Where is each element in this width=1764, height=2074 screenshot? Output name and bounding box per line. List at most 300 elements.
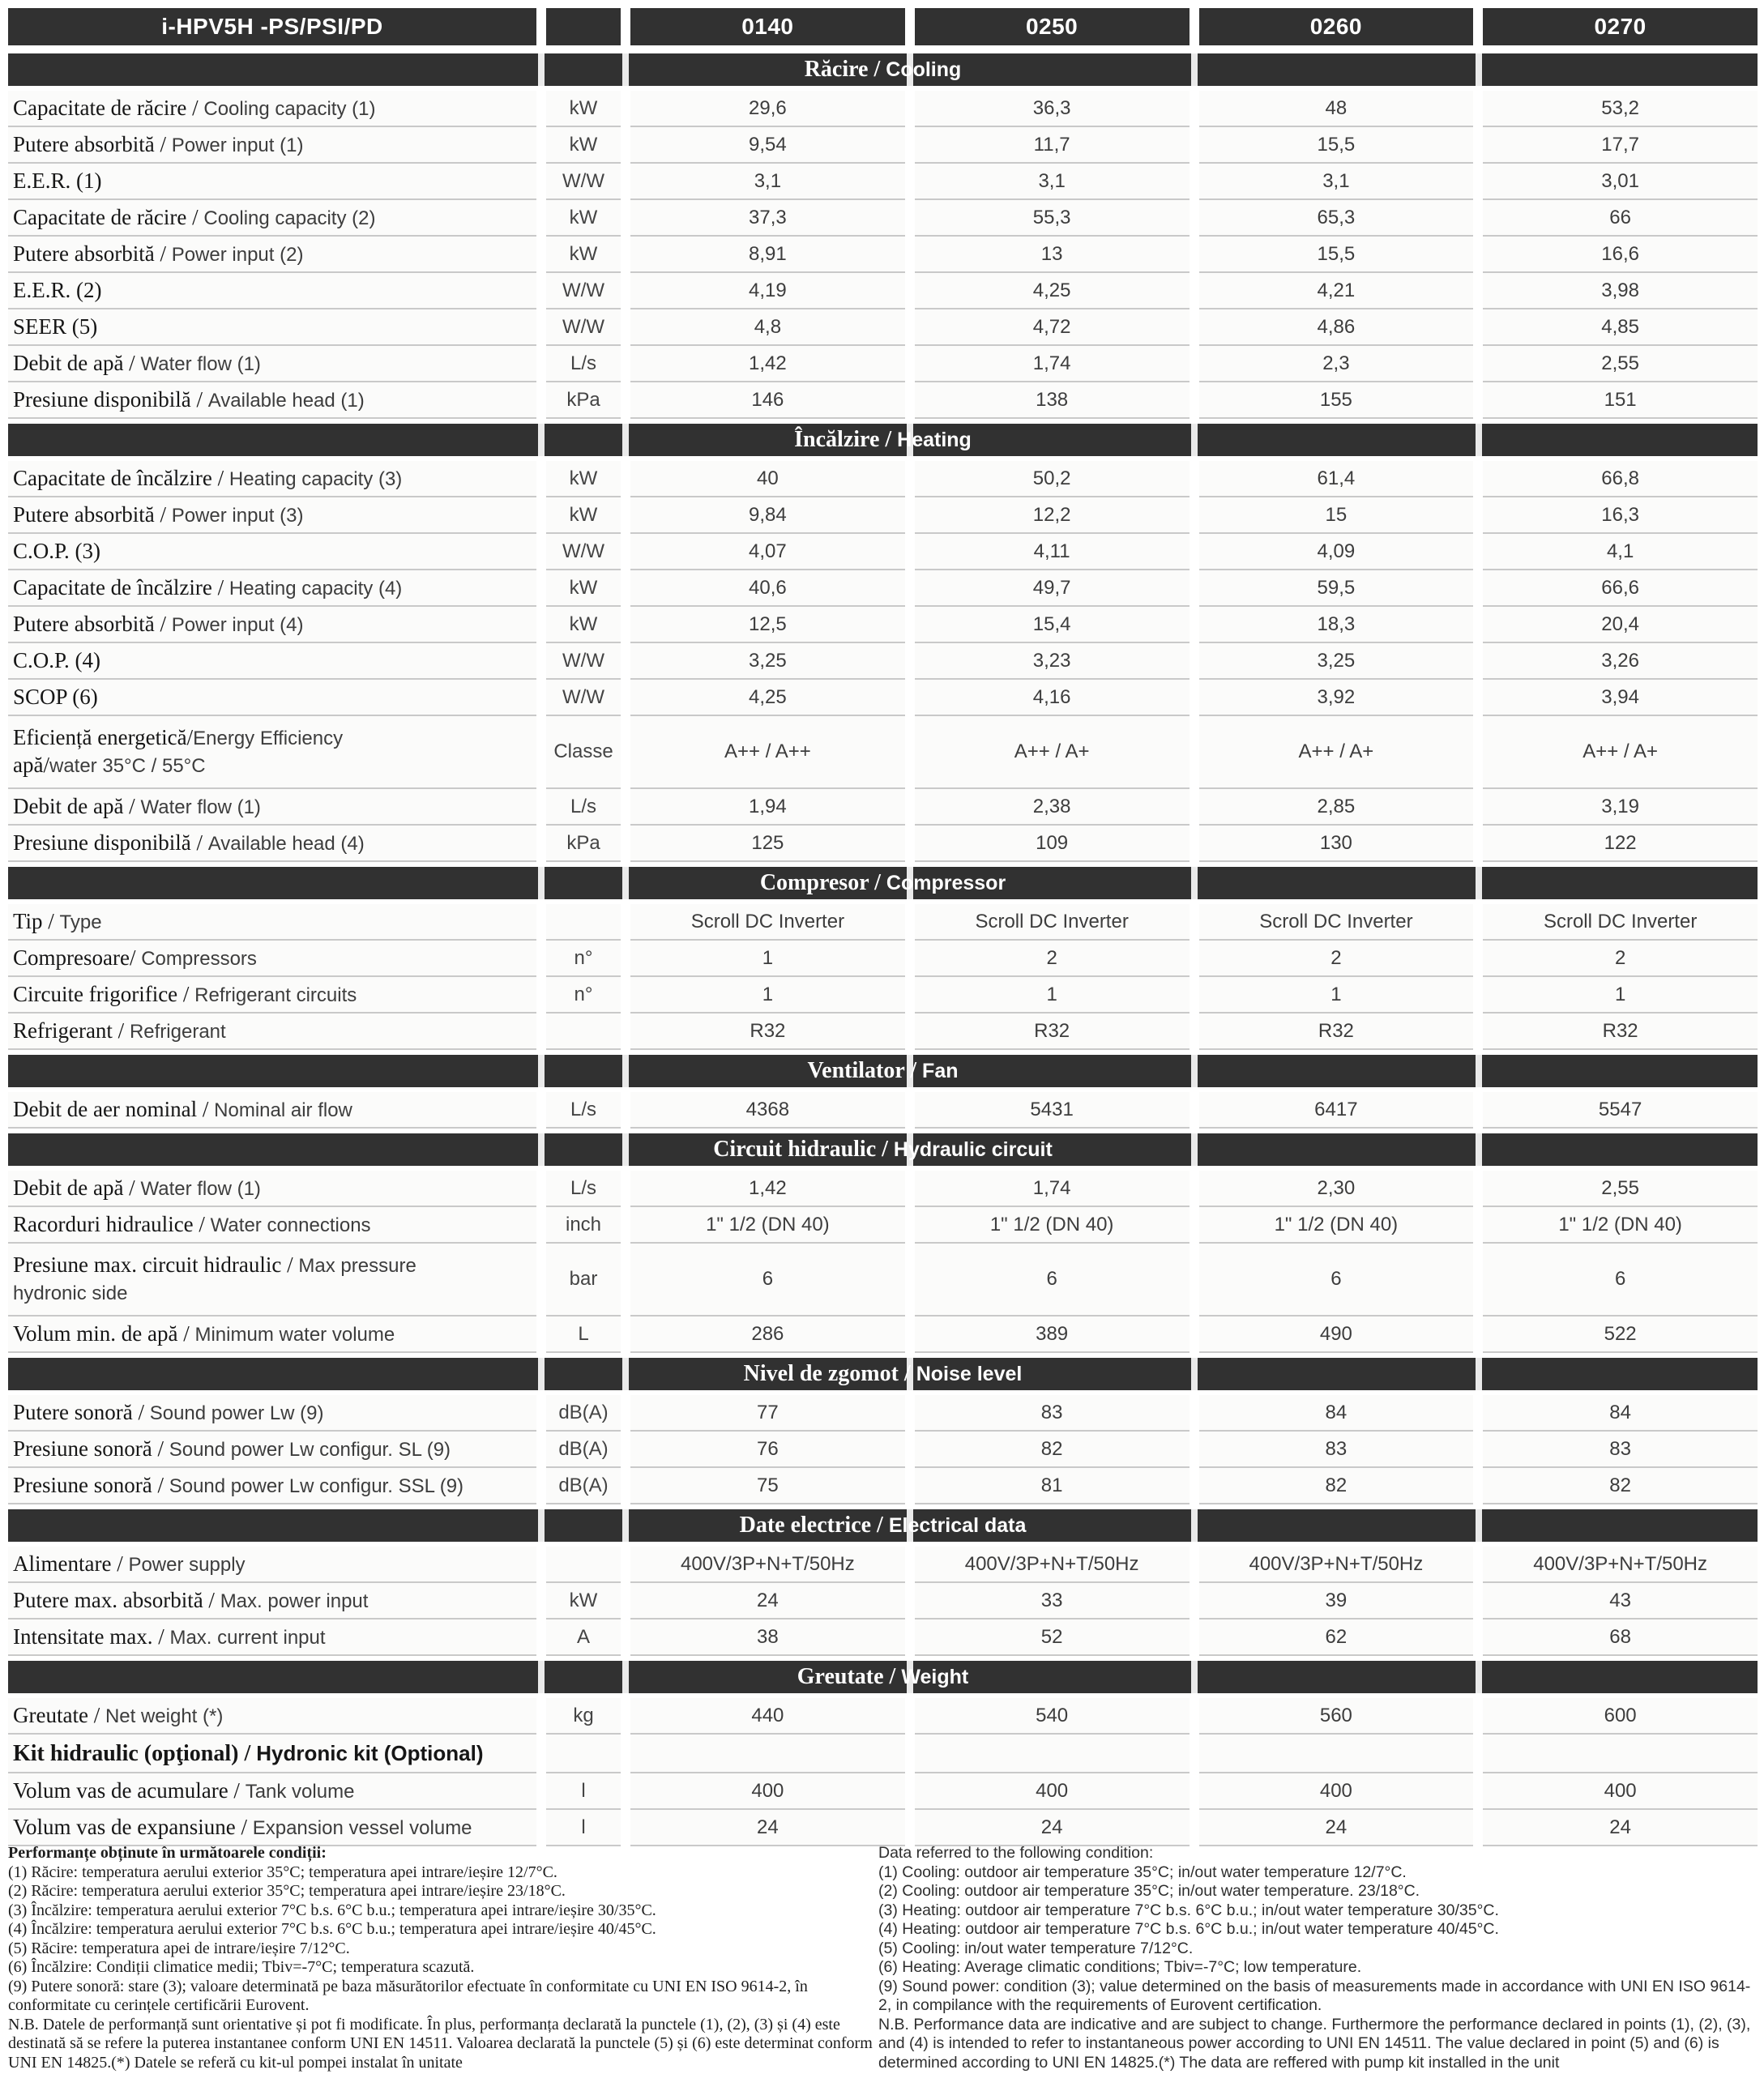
row-value: 4,16 xyxy=(915,680,1190,716)
row-unit xyxy=(546,904,621,941)
row-value: 50,2 xyxy=(915,461,1190,497)
table-row xyxy=(8,534,1758,570)
section-header-bar xyxy=(8,1358,1758,1390)
row-value: 4,8 xyxy=(630,309,905,346)
row-value: 33 xyxy=(915,1583,1190,1620)
row-label-ro: Putere max. absorbită / xyxy=(13,1587,220,1612)
kit-heading-en: Hydronic kit (Optional) xyxy=(256,1740,484,1765)
row-value: 3,01 xyxy=(1483,164,1758,200)
footnote-line: (4) Heating: outdoor air temperature 7°C b.s. 6°C b.u.; in/out water temperature 40/45°C. xyxy=(878,1920,1499,1938)
section-title-ro: Răcire / xyxy=(804,57,886,82)
row-label-ro: SCOP (6) xyxy=(13,684,98,709)
section-title-en: Compressor xyxy=(886,871,1006,894)
row-value: 560 xyxy=(1199,1698,1474,1735)
section-title-ro: Compresor / xyxy=(759,870,886,895)
table-row xyxy=(8,91,1758,127)
section-title-en: Heating xyxy=(897,428,972,451)
row-label xyxy=(8,680,536,716)
row-unit: l xyxy=(546,1810,621,1846)
section-title-ro: Date electrice / xyxy=(739,1513,889,1538)
row-label xyxy=(8,643,536,680)
section-title xyxy=(8,1133,1758,1166)
row-label-en: Power input (1) xyxy=(171,134,304,156)
row-value: 76 xyxy=(630,1432,905,1468)
row-label-line xyxy=(13,386,365,414)
row-label xyxy=(8,200,536,237)
row-label-en: Energy Efficiency xyxy=(193,728,344,750)
footnote-line: N.B. Datele de performanță sunt orientative și pot fi modificate. În plus, performanța declarată la punctele (1), (2), (3) și (4) este destinată să se refere la puterea instantanee conform UNI EN 14511. Valoarea declarată la punctele (5) și (6) este determinat conform UNI EN 14825.(*) Datele se referă cu kit-ul pompei instalat în unitate xyxy=(8,2015,873,2072)
row-label-en: Cooling capacity (2) xyxy=(203,207,376,229)
row-value: 84 xyxy=(1483,1395,1758,1432)
footnote-line: (2) Răcire: temperatura aerului exterior 35°C; temperatura apei intrare/ieșire 23/18°C. xyxy=(8,1882,566,1900)
row-value: Scroll DC Inverter xyxy=(630,904,905,941)
row-value: 3,25 xyxy=(630,643,905,680)
footnote-line: (1) Cooling: outdoor air temperature 35°C; in/out water temperature 12/7°C. xyxy=(878,1863,1407,1881)
header-spacer-cell xyxy=(546,8,621,45)
row-unit: kW xyxy=(546,200,621,237)
row-label-line xyxy=(13,1472,463,1500)
row-label-en: Minimum water volume xyxy=(194,1323,395,1346)
row-value: 490 xyxy=(1199,1317,1474,1353)
table-row xyxy=(8,1395,1758,1432)
row-value: 48 xyxy=(1199,91,1474,127)
row-label-en: Heating capacity (3) xyxy=(229,467,403,490)
row-value: 55,3 xyxy=(915,200,1190,237)
row-label-line xyxy=(13,830,365,857)
row-label-ro: Greutate / xyxy=(13,1702,105,1727)
row-label-line xyxy=(13,350,261,378)
row-value: 130 xyxy=(1199,826,1474,862)
row-label-ro: Tip / xyxy=(13,908,60,933)
row-label-line xyxy=(13,724,343,752)
section-title xyxy=(8,424,1758,456)
spec-table-body xyxy=(8,53,1758,1846)
row-label-en: Power input (3) xyxy=(171,504,304,527)
row-value: 6 xyxy=(915,1244,1190,1317)
row-label xyxy=(8,346,536,382)
table-row xyxy=(8,309,1758,346)
section-title-ro: Circuit hidraulic / xyxy=(713,1137,894,1162)
row-value: 40 xyxy=(630,461,905,497)
row-label xyxy=(8,1014,536,1050)
row-label-en: Refrigerant circuits xyxy=(194,984,357,1006)
row-value: 82 xyxy=(1483,1468,1758,1504)
row-label-en: Net weight (*) xyxy=(105,1705,224,1727)
table-row xyxy=(8,1014,1758,1050)
footnote-line: (5) Răcire: temperatura apei de intrare/ieșire 7/12°C. xyxy=(8,1939,350,1957)
row-value: 24 xyxy=(630,1583,905,1620)
row-label-line xyxy=(13,241,303,268)
row-label-en: Available head (1) xyxy=(207,389,365,412)
section-header-bar xyxy=(8,424,1758,456)
row-label-ro: Racorduri hidraulice / xyxy=(13,1211,211,1236)
row-label xyxy=(8,1773,536,1810)
row-label xyxy=(8,127,536,164)
footnote-line: (1) Răcire: temperatura aerului exterior 35°C; temperatura apei intrare/ieșire 12/7°C. xyxy=(8,1863,557,1881)
row-value: 3,98 xyxy=(1483,273,1758,309)
product-name-cell: i-HPV5H -PS/PSI/PD xyxy=(8,8,536,45)
row-value: A++ / A++ xyxy=(630,716,905,789)
section-title-en: Electrical data xyxy=(888,1513,1027,1537)
table-row xyxy=(8,570,1758,607)
row-label-ro: Putere sonoră / xyxy=(13,1399,150,1424)
row-label-line xyxy=(13,1279,127,1307)
row-label xyxy=(8,1583,536,1620)
row-label-ro: apă/ xyxy=(13,753,49,777)
section-title xyxy=(8,867,1758,899)
row-label-line xyxy=(13,1399,324,1427)
row-unit: kW xyxy=(546,91,621,127)
table-row xyxy=(8,1171,1758,1207)
section-header-bar xyxy=(8,867,1758,899)
row-unit: W/W xyxy=(546,273,621,309)
row-unit xyxy=(546,1014,621,1050)
row-label xyxy=(8,904,536,941)
kit-heading-label xyxy=(8,1735,536,1773)
row-value: R32 xyxy=(630,1014,905,1050)
table-row xyxy=(8,977,1758,1014)
row-value: 4,86 xyxy=(1199,309,1474,346)
row-label-ro: Putere absorbită / xyxy=(13,501,172,527)
row-value: 24 xyxy=(915,1810,1190,1846)
row-label-en: Type xyxy=(59,911,102,933)
row-value: 400V/3P+N+T/50Hz xyxy=(1483,1547,1758,1583)
row-value: 1 xyxy=(1483,977,1758,1014)
row-value: 125 xyxy=(630,826,905,862)
table-row xyxy=(8,1468,1758,1504)
section-title xyxy=(8,1509,1758,1542)
section-title xyxy=(8,1661,1758,1693)
row-value: 49,7 xyxy=(915,570,1190,607)
row-value: 522 xyxy=(1483,1317,1758,1353)
row-unit: kW xyxy=(546,570,621,607)
row-label-en: Water flow (1) xyxy=(140,352,261,375)
row-label-line xyxy=(13,1587,368,1615)
table-row xyxy=(8,1432,1758,1468)
row-value: 84 xyxy=(1199,1395,1474,1432)
row-value: 5547 xyxy=(1483,1092,1758,1129)
row-unit: W/W xyxy=(546,643,621,680)
row-value: 66,8 xyxy=(1483,461,1758,497)
section-title-ro: Ventilator / xyxy=(807,1058,923,1083)
row-label-line xyxy=(13,538,100,565)
row-value: 400V/3P+N+T/50Hz xyxy=(630,1547,905,1583)
table-row xyxy=(8,346,1758,382)
row-value: 2,30 xyxy=(1199,1171,1474,1207)
row-value: 9,84 xyxy=(630,497,905,534)
row-value: 3,23 xyxy=(915,643,1190,680)
row-value: 146 xyxy=(630,382,905,419)
section-title xyxy=(8,1055,1758,1087)
row-label-line xyxy=(13,611,303,638)
row-value: 440 xyxy=(630,1698,905,1735)
row-value: 83 xyxy=(915,1395,1190,1432)
row-unit: W/W xyxy=(546,164,621,200)
row-label-ro: C.O.P. (4) xyxy=(13,647,101,672)
row-value: 4,07 xyxy=(630,534,905,570)
row-label-ro: Intensitate max. / xyxy=(13,1624,170,1649)
footnote-line: (3) Încălzire: temperatura aerului exterior 7°C b.s. 6°C b.u.; temperatura apei intrare/ieșire 30/35°C. xyxy=(8,1901,656,1919)
row-value: 83 xyxy=(1199,1432,1474,1468)
section-title-ro: Nivel de zgomot / xyxy=(743,1361,916,1386)
row-value: 61,4 xyxy=(1199,461,1474,497)
table-row xyxy=(8,789,1758,826)
footnote-line: (4) Încălzire: temperatura aerului exterior 7°C b.s. 6°C b.u.; temperatura apei intrare/ieșire 40/45°C. xyxy=(8,1920,656,1938)
row-value: 3,94 xyxy=(1483,680,1758,716)
table-row xyxy=(8,273,1758,309)
footnote-line: (3) Heating: outdoor air temperature 7°C b.s. 6°C b.u.; in/out water temperature 30/35°C. xyxy=(878,1901,1499,1919)
row-value: 24 xyxy=(630,1810,905,1846)
row-value: 82 xyxy=(915,1432,1190,1468)
row-label xyxy=(8,826,536,862)
model-header-0250: 0250 xyxy=(915,8,1190,45)
row-value: 2 xyxy=(1199,941,1474,977)
footnote-line: (2) Cooling: outdoor air temperature 35°C; in/out water temperature. 23/18°C. xyxy=(878,1882,1420,1900)
kit-section-heading xyxy=(8,1735,1758,1773)
row-label-ro: SEER (5) xyxy=(13,314,98,339)
row-label xyxy=(8,1547,536,1583)
row-value: 38 xyxy=(630,1620,905,1656)
row-label-en: Available head (4) xyxy=(207,832,365,855)
row-value: 24 xyxy=(1483,1810,1758,1846)
table-row xyxy=(8,607,1758,643)
row-value: 400 xyxy=(915,1773,1190,1810)
row-value: R32 xyxy=(1199,1014,1474,1050)
row-value: Scroll DC Inverter xyxy=(915,904,1190,941)
row-value: 6 xyxy=(1483,1244,1758,1317)
table-row xyxy=(8,826,1758,862)
table-row xyxy=(8,1547,1758,1583)
row-value: 2,55 xyxy=(1483,346,1758,382)
row-unit: kPa xyxy=(546,382,621,419)
row-value: A++ / A+ xyxy=(915,716,1190,789)
row-value: 6417 xyxy=(1199,1092,1474,1129)
table-row xyxy=(8,1620,1758,1656)
row-label-line xyxy=(13,1096,352,1124)
row-label xyxy=(8,309,536,346)
row-label-ro: Presiune disponibilă / xyxy=(13,830,208,855)
row-label xyxy=(8,789,536,826)
row-unit: n° xyxy=(546,977,621,1014)
row-unit: L/s xyxy=(546,1092,621,1129)
row-label xyxy=(8,1698,536,1735)
section-header-bar xyxy=(8,1509,1758,1542)
row-value: 1,94 xyxy=(630,789,905,826)
table-row xyxy=(8,680,1758,716)
footnotes xyxy=(8,1844,1758,2072)
table-row xyxy=(8,200,1758,237)
row-label-en: Tank volume xyxy=(245,1780,355,1803)
row-value: 13 xyxy=(915,237,1190,273)
row-label-ro: Debit de apă / xyxy=(13,1175,141,1200)
row-unit: W/W xyxy=(546,534,621,570)
row-value: 540 xyxy=(915,1698,1190,1735)
row-label-ro: Capacitate de încălzire / xyxy=(13,574,229,600)
row-label xyxy=(8,461,536,497)
row-value: 1 xyxy=(915,977,1190,1014)
footnote-line: (9) Sound power: condition (3); value determined on the basis of measurements made in accordance with UNI EN ISO 9614-2, in compilance with the requirements of Eurovent certification. xyxy=(878,1977,1751,2014)
row-value: 2,85 xyxy=(1199,789,1474,826)
row-label-ro: E.E.R. (1) xyxy=(13,168,102,193)
row-label-en: Power input (4) xyxy=(171,613,304,636)
row-value: 66,6 xyxy=(1483,570,1758,607)
row-value: 4,11 xyxy=(915,534,1190,570)
row-label-ro: C.O.P. (3) xyxy=(13,538,101,563)
row-value: 1" 1/2 (DN 40) xyxy=(630,1207,905,1244)
row-unit: dB(A) xyxy=(546,1468,621,1504)
row-value: 40,6 xyxy=(630,570,905,607)
spec-sheet xyxy=(8,8,1758,1846)
row-label xyxy=(8,1244,536,1317)
row-value: 39 xyxy=(1199,1583,1474,1620)
table-row xyxy=(8,1317,1758,1353)
row-value: 1 xyxy=(1199,977,1474,1014)
section-title-ro: Greutate / xyxy=(797,1664,902,1689)
footnote-line: N.B. Performance data are indicative and are subject to change. Furthermore the performance declared in points (1), (2), (3), and (4) is intended to refer to instantaneous power according to UNI EN 14511. The value declared in point (5) and (6) is determined according to UNI EN 14825.(*) The data are reffered with pump kit installed in the unit xyxy=(878,2015,1751,2072)
footnote-line: Performanțe obținute în următoarele condiții: xyxy=(8,1844,327,1862)
row-value: 75 xyxy=(630,1468,905,1504)
row-value: 3,1 xyxy=(630,164,905,200)
row-label-ro: Circuite frigorifice / xyxy=(13,981,195,1006)
row-label-line xyxy=(13,277,101,305)
row-label-line xyxy=(13,1321,395,1348)
row-value: 1 xyxy=(630,941,905,977)
row-value: 1" 1/2 (DN 40) xyxy=(1199,1207,1474,1244)
model-header-0140: 0140 xyxy=(630,8,905,45)
model-header-0260: 0260 xyxy=(1199,8,1474,45)
row-value: R32 xyxy=(915,1014,1190,1050)
footnote-line: Data referred to the following condition: xyxy=(878,1844,1154,1862)
row-value xyxy=(1483,1735,1758,1773)
row-label xyxy=(8,382,536,419)
row-label xyxy=(8,237,536,273)
row-value: 286 xyxy=(630,1317,905,1353)
row-label-en: water 35°C / 55°C xyxy=(49,755,206,777)
row-label-en: Power input (2) xyxy=(171,243,304,266)
row-label xyxy=(8,1620,536,1656)
row-label xyxy=(8,1317,536,1353)
row-value: 2 xyxy=(915,941,1190,977)
row-value: 6 xyxy=(1199,1244,1474,1317)
row-label-line xyxy=(13,752,206,779)
row-value: 600 xyxy=(1483,1698,1758,1735)
row-label-line xyxy=(13,501,303,529)
model-header-row xyxy=(8,8,1758,45)
row-value: 155 xyxy=(1199,382,1474,419)
row-label-line xyxy=(13,684,98,711)
row-label xyxy=(8,1468,536,1504)
row-value: 4,1 xyxy=(1483,534,1758,570)
table-row xyxy=(8,1698,1758,1735)
row-unit: A xyxy=(546,1620,621,1656)
footnote-line: (6) Încălzire: Condiții climatice medii; Tbiv=-7°C; temperatura scazută. xyxy=(8,1958,475,1976)
row-unit: kW xyxy=(546,607,621,643)
row-value: 15 xyxy=(1199,497,1474,534)
row-value: 4,09 xyxy=(1199,534,1474,570)
row-label xyxy=(8,497,536,534)
row-value: 15,4 xyxy=(915,607,1190,643)
row-value: 18,3 xyxy=(1199,607,1474,643)
row-value: 138 xyxy=(915,382,1190,419)
row-unit xyxy=(546,1547,621,1583)
row-label-line xyxy=(13,945,257,972)
row-unit: inch xyxy=(546,1207,621,1244)
table-row xyxy=(8,164,1758,200)
row-unit: bar xyxy=(546,1244,621,1317)
row-label xyxy=(8,91,536,127)
row-label xyxy=(8,941,536,977)
row-label-line xyxy=(13,1777,354,1805)
row-unit: Classe xyxy=(546,716,621,789)
row-label-ro: Presiune disponibilă / xyxy=(13,386,208,412)
table-row xyxy=(8,127,1758,164)
row-unit: kW xyxy=(546,237,621,273)
row-value: 4368 xyxy=(630,1092,905,1129)
row-value: Scroll DC Inverter xyxy=(1199,904,1474,941)
section-header-bar xyxy=(8,1133,1758,1166)
row-value: 81 xyxy=(915,1468,1190,1504)
row-label-en: Sound power Lw configur. SL (9) xyxy=(169,1438,451,1461)
row-label xyxy=(8,273,536,309)
row-unit: L xyxy=(546,1317,621,1353)
table-row xyxy=(8,941,1758,977)
row-label xyxy=(8,1207,536,1244)
row-value: 20,4 xyxy=(1483,607,1758,643)
row-value: 109 xyxy=(915,826,1190,862)
row-value: A++ / A+ xyxy=(1483,716,1758,789)
row-label-en: Water connections xyxy=(210,1214,371,1236)
row-value: 16,6 xyxy=(1483,237,1758,273)
row-value: 15,5 xyxy=(1199,127,1474,164)
row-value: 68 xyxy=(1483,1620,1758,1656)
row-label-line xyxy=(13,1814,472,1841)
row-value: 59,5 xyxy=(1199,570,1474,607)
row-label-en: Power supply xyxy=(128,1553,246,1576)
row-value: 2,55 xyxy=(1483,1171,1758,1207)
row-label-ro: Eficiență energetică/ xyxy=(13,725,194,750)
table-row xyxy=(8,1773,1758,1810)
row-unit: kPa xyxy=(546,826,621,862)
section-title-en: Cooling xyxy=(886,58,962,81)
row-label-en: Cooling capacity (1) xyxy=(203,97,376,120)
row-value: 400V/3P+N+T/50Hz xyxy=(915,1547,1190,1583)
row-unit xyxy=(546,1735,621,1773)
row-unit: W/W xyxy=(546,680,621,716)
row-label-en: Max. power input xyxy=(220,1590,369,1612)
row-label-line xyxy=(13,574,402,602)
row-value: 400 xyxy=(1199,1773,1474,1810)
row-unit: l xyxy=(546,1773,621,1810)
row-label-line xyxy=(13,1551,246,1578)
row-value xyxy=(915,1735,1190,1773)
row-value: 52 xyxy=(915,1620,1190,1656)
section-title-en: Hydraulic circuit xyxy=(893,1137,1053,1161)
row-label-line xyxy=(13,168,101,195)
row-value: 1,42 xyxy=(630,346,905,382)
row-value: 151 xyxy=(1483,382,1758,419)
row-label xyxy=(8,1395,536,1432)
row-value: 1,42 xyxy=(630,1171,905,1207)
row-value: 3,25 xyxy=(1199,643,1474,680)
row-label-ro: Compresoare/ xyxy=(13,945,142,970)
row-value xyxy=(630,1735,905,1773)
row-value: 82 xyxy=(1199,1468,1474,1504)
row-label-en: Nominal air flow xyxy=(214,1099,352,1121)
row-value: 2,3 xyxy=(1199,346,1474,382)
footnote-line: (5) Cooling: in/out water temperature 7/12°C. xyxy=(878,1939,1194,1957)
row-value: 37,3 xyxy=(630,200,905,237)
row-label-en: Sound power Lw (9) xyxy=(149,1402,324,1424)
